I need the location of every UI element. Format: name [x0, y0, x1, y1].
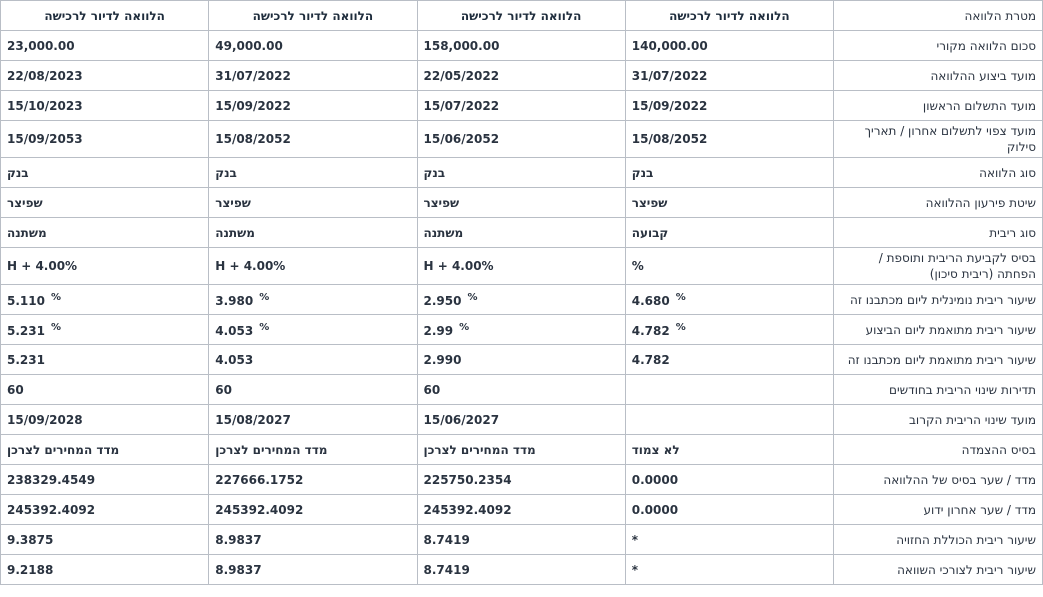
row-next-change — [1, 405, 1043, 435]
loan-2-compare-rate: 8.7419 — [417, 555, 625, 585]
loan-3-amount: 49,000.00 — [209, 31, 417, 61]
adj-exec-value: 2.99 — [423, 323, 454, 338]
loan-1-loan-type: בנק — [625, 158, 833, 188]
label-exec-date: מועד ביצוע ההלוואה — [834, 61, 1043, 91]
loan-4-total-rate: 9.3875 — [1, 525, 209, 555]
adj-exec-value: 5.231 — [7, 323, 45, 338]
loan-4-nominal-rate — [1, 285, 209, 315]
label-loan-type: סוג הלוואה — [834, 158, 1043, 188]
row-total-rate — [1, 525, 1043, 555]
loan-3-nominal-rate — [209, 285, 417, 315]
loan-4-adj-exec — [1, 315, 209, 345]
row-last-index — [1, 495, 1043, 525]
loan-3-total-rate: 8.9837 — [209, 525, 417, 555]
row-last-payment — [1, 121, 1043, 158]
percent-sign: % — [259, 321, 270, 333]
loan-4-exec-date: 22/08/2023 — [1, 61, 209, 91]
loan-1-purpose: הלוואה לדיור לרכישה — [625, 1, 833, 31]
loan-2-base-index: 225750.2354 — [417, 465, 625, 495]
nominal-rate-value: 3.980 — [215, 293, 254, 308]
row-amount — [1, 31, 1043, 61]
row-rate-basis — [1, 248, 1043, 285]
loan-2-exec-date: 22/05/2022 — [417, 61, 625, 91]
row-base-index — [1, 465, 1043, 495]
loan-2-rate-type: משתנה — [417, 218, 625, 248]
loan-1-total-rate: * — [625, 525, 833, 555]
loan-1-next-change — [625, 405, 833, 435]
loan-4-compare-rate: 9.2188 — [1, 555, 209, 585]
loan-2-nominal-rate — [417, 285, 625, 315]
percent-sign: % — [50, 291, 61, 303]
loan-3-method: שפיצר — [209, 188, 417, 218]
row-adj-today — [1, 345, 1043, 375]
loan-2-amount: 158,000.00 — [417, 31, 625, 61]
nominal-rate-value: 2.950 — [423, 293, 462, 308]
loan-1-rate-type: קבועה — [625, 218, 833, 248]
loan-3-first-payment: 15/09/2022 — [209, 91, 417, 121]
loan-1-base-index: 0.0000 — [625, 465, 833, 495]
loan-1-adj-today: 4.782 — [625, 345, 833, 375]
label-total-rate: שיעור ריבית הכוללת החזויה — [834, 525, 1043, 555]
percent-sign: % — [675, 291, 686, 303]
loan-3-adj-today: 4.053 — [209, 345, 417, 375]
percent-sign: % — [259, 291, 270, 303]
percent-sign: % — [467, 291, 478, 303]
label-nominal-rate: שיעור ריבית נומינלית ליום מכתבנו זה — [834, 285, 1043, 315]
percent-sign: % — [459, 321, 470, 333]
loan-2-rate-basis: H + 4.00% — [417, 248, 625, 285]
loan-1-nominal-rate — [625, 285, 833, 315]
percent-sign: % — [50, 321, 61, 333]
percent-sign: % — [675, 321, 686, 333]
loan-2-next-change: 15/06/2027 — [417, 405, 625, 435]
loan-4-last-payment: 15/09/2053 — [1, 121, 209, 158]
loan-3-linkage: מדד המחירים לצרכן — [209, 435, 417, 465]
loan-4-purpose: הלוואה לדיור לרכישה — [1, 1, 209, 31]
loan-2-adj-exec — [417, 315, 625, 345]
row-compare-rate — [1, 555, 1043, 585]
loan-4-method: שפיצר — [1, 188, 209, 218]
loan-3-next-change: 15/08/2027 — [209, 405, 417, 435]
loan-4-adj-today: 5.231 — [1, 345, 209, 375]
row-adj-exec — [1, 315, 1043, 345]
adj-exec-value: 4.782 — [631, 323, 670, 338]
loan-4-base-index: 238329.4549 — [1, 465, 209, 495]
loan-1-rate-basis: % — [625, 248, 833, 285]
loan-3-adj-exec — [209, 315, 417, 345]
row-first-payment — [1, 91, 1043, 121]
loan-2-first-payment: 15/07/2022 — [417, 91, 625, 121]
label-rate-type: סוג ריבית — [834, 218, 1043, 248]
loan-3-compare-rate: 8.9837 — [209, 555, 417, 585]
loan-1-last-payment: 15/08/2052 — [625, 121, 833, 158]
loan-2-linkage: מדד המחירים לצרכן — [417, 435, 625, 465]
loan-1-exec-date: 31/07/2022 — [625, 61, 833, 91]
loan-1-adj-exec — [625, 315, 833, 345]
label-base-index: מדד / שער בסיס של ההלוואה — [834, 465, 1043, 495]
label-freq: תדירות שינוי הריבית בחודשים — [834, 375, 1043, 405]
loan-4-freq: 60 — [1, 375, 209, 405]
label-first-payment: מועד התשלום הראשון — [834, 91, 1043, 121]
row-exec-date — [1, 61, 1043, 91]
loan-4-loan-type: בנק — [1, 158, 209, 188]
loan-4-rate-type: משתנה — [1, 218, 209, 248]
loan-3-last-index: 245392.4092 — [209, 495, 417, 525]
loan-1-amount: 140,000.00 — [625, 31, 833, 61]
loan-1-freq — [625, 375, 833, 405]
loan-4-linkage: מדד המחירים לצרכן — [1, 435, 209, 465]
loan-2-loan-type: בנק — [417, 158, 625, 188]
loan-1-compare-rate: * — [625, 555, 833, 585]
row-method — [1, 188, 1043, 218]
row-purpose — [1, 1, 1043, 31]
label-adj-exec: שיעור ריבית מתואמת ליום הביצוע — [834, 315, 1043, 345]
label-purpose: מטרת הלוואה — [834, 1, 1043, 31]
loan-2-freq: 60 — [417, 375, 625, 405]
loan-3-freq: 60 — [209, 375, 417, 405]
row-rate-type — [1, 218, 1043, 248]
loan-3-base-index: 227666.1752 — [209, 465, 417, 495]
loan-1-method: שפיצר — [625, 188, 833, 218]
loan-1-first-payment: 15/09/2022 — [625, 91, 833, 121]
row-loan-type — [1, 158, 1043, 188]
loan-2-total-rate: 8.7419 — [417, 525, 625, 555]
loan-3-last-payment: 15/08/2052 — [209, 121, 417, 158]
loan-4-next-change: 15/09/2028 — [1, 405, 209, 435]
nominal-rate-value: 4.680 — [631, 293, 670, 308]
loan-3-rate-basis: H + 4.00% — [209, 248, 417, 285]
loan-3-loan-type: בנק — [209, 158, 417, 188]
label-amount: סכום הלוואה מקורי — [834, 31, 1043, 61]
loan-2-last-payment: 15/06/2052 — [417, 121, 625, 158]
label-compare-rate: שיעור ריבית לצורכי השוואה — [834, 555, 1043, 585]
loan-2-purpose: הלוואה לדיור לרכישה — [417, 1, 625, 31]
loan-4-amount: 23,000.00 — [1, 31, 209, 61]
label-linkage: בסיס ההצמדה — [834, 435, 1043, 465]
loan-4-first-payment: 15/10/2023 — [1, 91, 209, 121]
row-freq — [1, 375, 1043, 405]
label-next-change: מועד שינוי הריבית הקרוב — [834, 405, 1043, 435]
loan-3-purpose: הלוואה לדיור לרכישה — [209, 1, 417, 31]
loan-4-last-index: 245392.4092 — [1, 495, 209, 525]
loan-2-method: שפיצר — [417, 188, 625, 218]
loan-1-linkage: לא צמוד — [625, 435, 833, 465]
row-nominal-rate — [1, 285, 1043, 315]
nominal-rate-value: 5.110 — [7, 293, 45, 308]
label-last-payment: מועד צפוי לתשלום אחרון / תאריך סילוק — [834, 121, 1043, 158]
loan-3-rate-type: משתנה — [209, 218, 417, 248]
loan-3-exec-date: 31/07/2022 — [209, 61, 417, 91]
label-method: שיטת פירעון ההלוואה — [834, 188, 1043, 218]
adj-exec-value: 4.053 — [215, 323, 254, 338]
label-adj-today: שיעור ריבית מתואמת ליום מכתבנו זה — [834, 345, 1043, 375]
loan-4-rate-basis: H + 4.00% — [1, 248, 209, 285]
label-rate-basis: בסיס לקביעת הריבית ותוספת / הפחתה (ריבית סיכון) — [834, 248, 1043, 285]
loan-2-last-index: 245392.4092 — [417, 495, 625, 525]
loan-2-adj-today: 2.990 — [417, 345, 625, 375]
loan-1-last-index: 0.0000 — [625, 495, 833, 525]
label-last-index: מדד / שער אחרון ידוע — [834, 495, 1043, 525]
row-linkage — [1, 435, 1043, 465]
